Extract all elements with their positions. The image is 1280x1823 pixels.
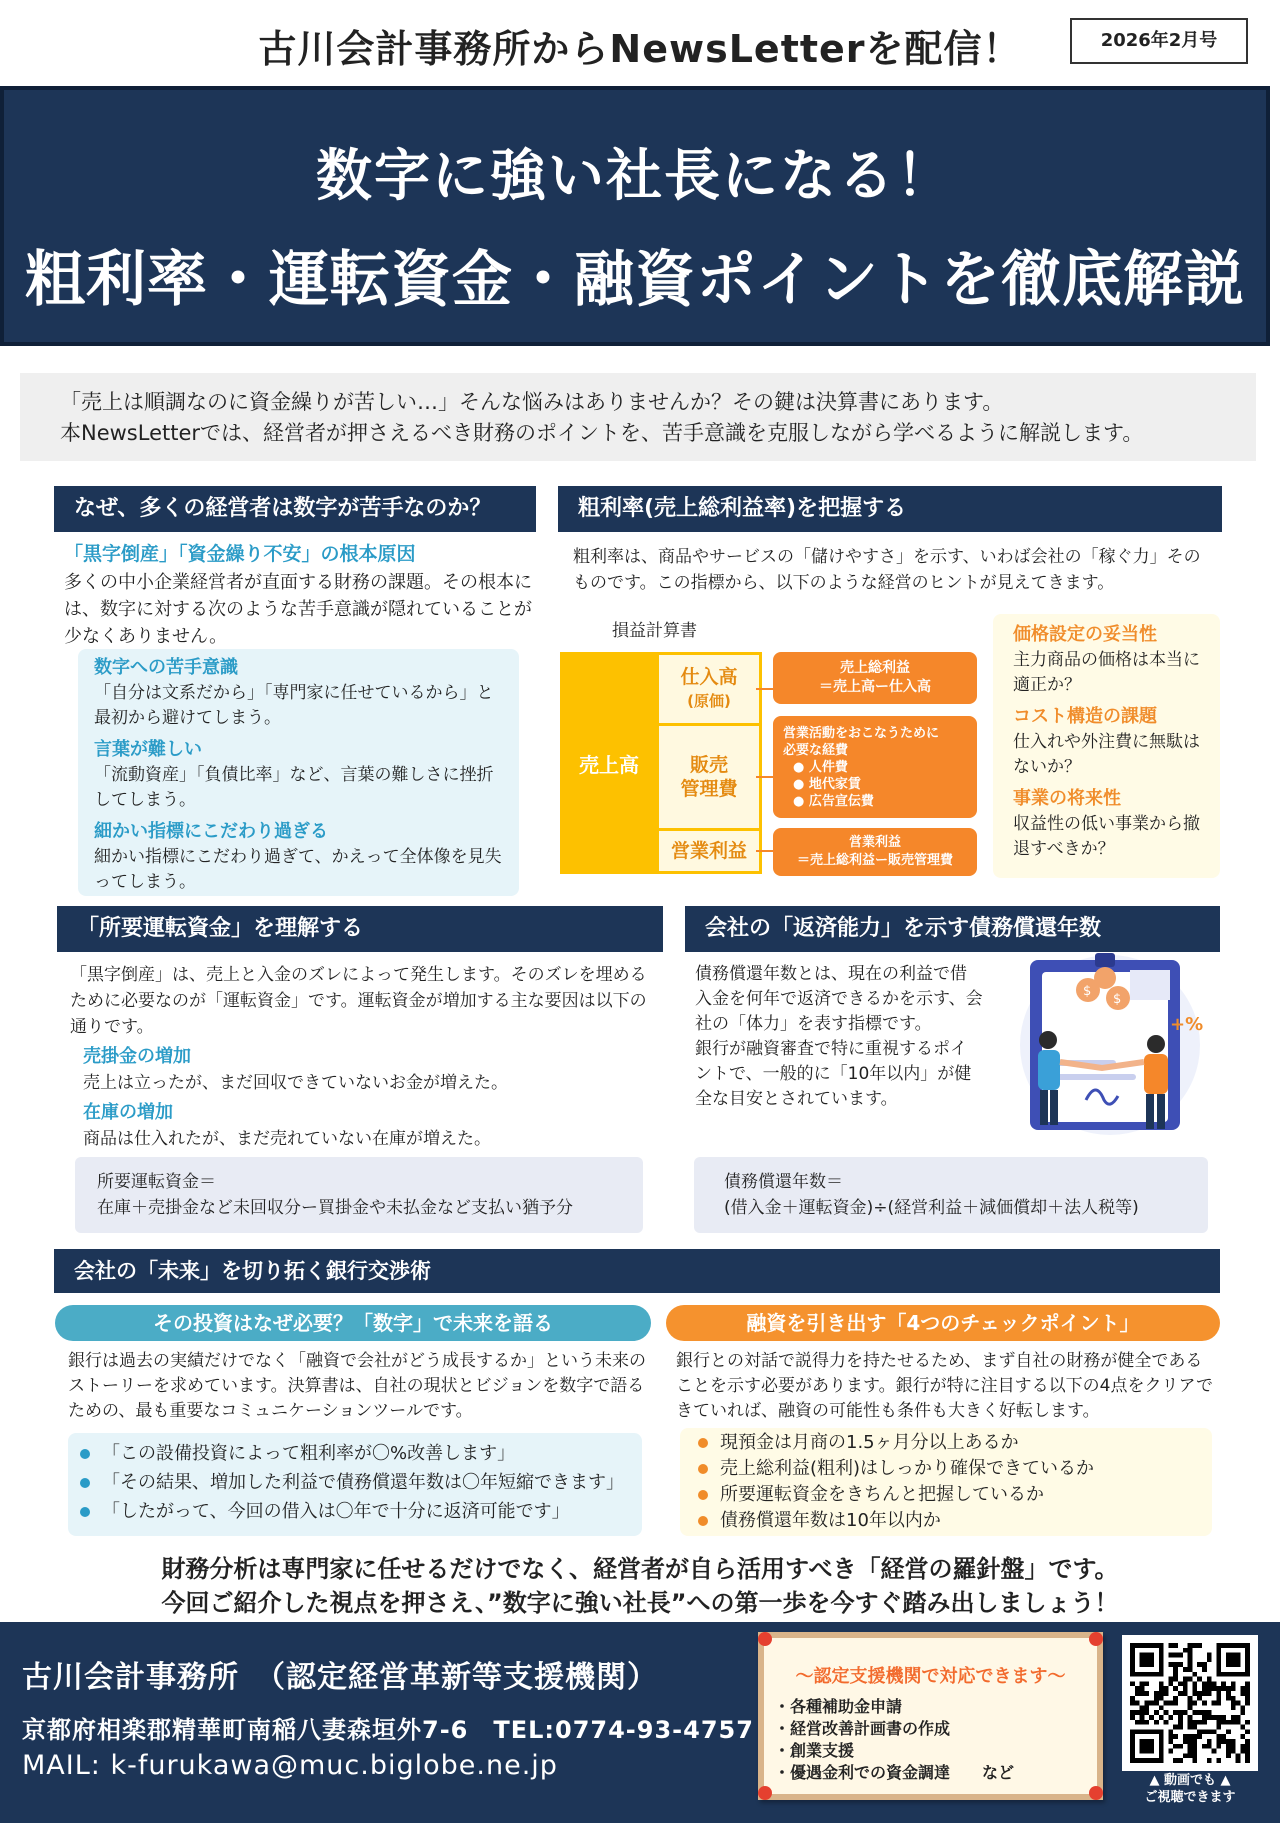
pin-icon: [1089, 1786, 1103, 1800]
bank-right-list-box: [680, 1428, 1212, 1536]
bank-right-item: 売上総利益(粗利)はしっかり確保できているか: [694, 1456, 1212, 1482]
wc-item-title: 売掛金の増加: [83, 1046, 191, 1067]
support-note-card: [758, 1632, 1103, 1800]
gross-profit-title: 売上総利益: [840, 660, 910, 676]
hint-text: 主力商品の価格は本当に適正か？: [1013, 650, 1200, 695]
connector-line: [756, 688, 774, 690]
bullet-dot: [80, 1507, 90, 1517]
bank-right-item: 所要運転資金をきちんと把握しているか: [694, 1482, 1212, 1508]
wc-item-title: 在庫の増加: [83, 1102, 173, 1123]
pl-sga-cell: [656, 723, 762, 831]
pl-sga-line1: 販売: [689, 754, 728, 776]
why-subheading: 「黒字倒産」「資金繰り不安」の根本原因: [64, 543, 416, 565]
pl-op-cell: [656, 828, 762, 874]
bullet-dot: [698, 1516, 708, 1526]
banner-title-line2: 粗利率・運転資金・融資ポイントを徹底解説: [25, 245, 1245, 315]
connector-line: [756, 850, 774, 852]
note-title: ～認定支援機関で対応できます～: [795, 1666, 1066, 1687]
qr-caption: [1120, 1772, 1260, 1806]
intro-box: [20, 373, 1256, 461]
hint-title: コスト構造の課題: [1013, 706, 1157, 727]
section-heading-gross-margin: 粗利率(売上総利益率)を把握する: [558, 486, 1222, 532]
qr-code-graphic: [1130, 1643, 1250, 1763]
pl-cost-cell: [656, 652, 762, 726]
note-item: ・経営改善計画書の作成: [774, 1719, 951, 1738]
issue-label: 2026年2月号: [1070, 18, 1248, 64]
op-box-formula: ＝売上総利益ー販売管理費: [796, 853, 953, 868]
debt-formula-box: [694, 1157, 1208, 1233]
note-item: ・各種補助金申請: [774, 1697, 903, 1716]
closing-line1: 財務分析は専門家に任せるだけでなく、経営者が自ら活用すべき「経営の羅針盤」です。: [161, 1555, 1119, 1583]
why-item-text: 「流動資産」「負債比率」など、言葉の難しさに挫折してしまう。: [94, 765, 494, 810]
sga-box: [773, 716, 977, 818]
why-items-box: [78, 649, 519, 896]
hint-text: 仕入れや外注費に無駄はないか？: [1013, 732, 1200, 777]
sga-item: ● 地代家賃: [793, 776, 861, 792]
note-item: ・創業支援: [774, 1741, 855, 1760]
pin-icon: [1089, 1632, 1103, 1646]
main-banner: [0, 86, 1270, 346]
pl-caption: 損益計算書: [612, 621, 697, 641]
section-heading-debt-years: 会社の「返済能力」を示す債務償還年数: [685, 906, 1220, 952]
wc-formula-box: [75, 1157, 643, 1233]
intro-line1: 「売上は順調なのに資金繰りが苦しい…」そんな悩みはありませんか？その鍵は決算書にあります。: [60, 390, 1004, 414]
operating-profit-box: [773, 828, 977, 876]
gross-profit-formula: ＝売上高ー仕入高: [819, 679, 931, 695]
gross-profit-box: [773, 652, 977, 704]
bank-left-item: 「その結果、増加した利益で債務償還年数は〇年短縮できます」: [76, 1468, 642, 1497]
bank-left-body: 銀行は過去の実績だけでなく「融資で会社がどう成長するか」という未来のストーリーを求めています。決算書は、自社の現状とビジョンを数字で語るための、最も重要なコミュニケーションツールです。: [68, 1351, 646, 1421]
newsletter-title: 古川会計事務所からNewsLetterを配信！: [258, 27, 1022, 71]
bullet-dot: [698, 1438, 708, 1448]
op-box-title: 営業利益: [848, 835, 901, 850]
why-body: 多くの中小企業経営者が直面する財務の課題。その根本には、数字に対する次のような苦手意識が隠れていることが少なくありません。: [64, 572, 532, 647]
qr-code-icon[interactable]: [1122, 1635, 1258, 1771]
bank-left-list-box: [68, 1433, 642, 1536]
bullet-dot: [698, 1490, 708, 1500]
pl-sales-block: 売上高: [560, 652, 658, 874]
why-item-title: 言葉が難しい: [94, 739, 202, 760]
banner-title-line1: 数字に強い社長になる！: [316, 144, 954, 209]
office-name: 古川会計事務所 （認定経営革新等支援機関）: [22, 1660, 658, 1695]
office-address: 京都府相楽郡精華町南稲八妻森垣外7-6 TEL:0774-93-4757: [22, 1716, 754, 1744]
qr-caption-line1: ▲ 動画でも ▲: [1149, 1773, 1231, 1788]
bank-left-pill: その投資はなぜ必要？「数字」で未来を語る: [55, 1305, 651, 1341]
debt-body-1: 債務償還年数とは、現在の利益で借入金を何年で返済できるかを示す、会社の「体力」を表す指標です。: [695, 964, 983, 1034]
why-item-text: 「自分は文系だから」「専門家に任せているから」と最初から避けてしまう。: [94, 683, 494, 728]
wc-body: 「黒字倒産」は、売上と入金のズレによって発生します。そのズレを埋めるために必要なのが「運転資金」です。運転資金が増加する主な要因は以下の通りです。: [70, 965, 647, 1037]
pl-cost-label: 仕入高: [680, 666, 738, 688]
note-item: ・優遇金利での資金調達 など: [774, 1763, 1015, 1782]
wc-formula-title: 所要運転資金＝: [97, 1172, 216, 1192]
office-mail[interactable]: MAIL: k-furukawa@muc.biglobe.ne.jp: [22, 1750, 558, 1781]
pin-icon: [758, 1786, 772, 1800]
bank-left-item: 「したがって、今回の借入は〇年で十分に返済可能です」: [76, 1497, 642, 1526]
handshake-illustration: [990, 950, 1220, 1140]
pl-op-label: 営業利益: [670, 840, 747, 862]
bullet-dot: [698, 1464, 708, 1474]
svg-text:$: $: [1083, 984, 1092, 999]
sga-box-title2: 必要な経費: [783, 742, 849, 758]
debt-formula-title: 債務償還年数＝: [724, 1172, 843, 1192]
why-item-title: 数字への苦手意識: [94, 657, 238, 678]
closing-line2: 今回ご紹介した視点を押さえ、”数字に強い社長”への第一歩を今すぐ踏み出しましょう！: [161, 1589, 1119, 1617]
why-item-title: 細かい指標にこだわり過ぎる: [94, 821, 328, 842]
why-item-text: 細かい指標にこだわり過ぎて、かえって全体像を見失ってしまう。: [94, 847, 502, 892]
svg-text:+%: +%: [1170, 1014, 1204, 1035]
wc-formula-body: 在庫＋売掛金など未回収分ー買掛金や未払金など支払い猶予分: [97, 1198, 573, 1218]
qr-caption-line2: ご視聴できます: [1144, 1790, 1236, 1805]
wc-item-text: 売上は立ったが、まだ回収できていないお金が増えた。: [83, 1073, 508, 1093]
pin-icon: [758, 1632, 772, 1646]
pl-sga-line2: 管理費: [680, 778, 738, 800]
debt-body-2: 銀行が融資審査で特に重視するポイントで、一般的に「10年以内」が健全な目安とされています。: [695, 1039, 972, 1109]
sga-box-title1: 営業活動をおこなうために: [783, 725, 940, 741]
hint-title: 価格設定の妥当性: [1013, 624, 1157, 645]
note-list: [774, 1696, 1014, 1784]
sga-item: ● 広告宣伝費: [793, 793, 874, 809]
gross-body: 粗利率は、商品やサービスの「儲けやすさ」を示す、いわば会社の「稼ぐ力」そのものです。この指標から、以下のような経営のヒントが見えてきます。: [573, 547, 1201, 593]
gross-hints-box: [993, 614, 1220, 878]
hint-text: 収益性の低い事業から撤退すべきか？: [1013, 814, 1200, 859]
debt-formula-body: (借入金＋運転資金)÷(経営利益＋減価償却＋法人税等): [724, 1198, 1139, 1218]
debt-body: [695, 962, 983, 1112]
bank-right-item: 債務償還年数は10年以内か: [694, 1508, 1212, 1534]
intro-line2: 本NewsLetterでは、経営者が押さえるべき財務のポイントを、苦手意識を克服しながら学べるように解説します。: [60, 421, 1144, 445]
bullet-dot: [80, 1449, 90, 1459]
section-heading-bank: 会社の「未来」を切り拓く銀行交渉術: [54, 1249, 1220, 1293]
bank-right-body: 銀行との対話で説得力を持たせるため、まず自社の財務が健全であることを示す必要があります。銀行が特に注目する以下の4点をクリアできていれば、融資の可能性も条件も大きく好転します。: [676, 1351, 1213, 1421]
bank-left-item: 「この設備投資によって粗利率が〇%改善します」: [76, 1439, 642, 1468]
section-heading-working-capital: 「所要運転資金」を理解する: [57, 906, 663, 952]
connector-line: [756, 776, 774, 778]
svg-text:$: $: [1113, 992, 1122, 1007]
bullet-dot: [80, 1478, 90, 1488]
pl-cost-sub: (原価): [687, 692, 731, 710]
hint-title: 事業の将来性: [1013, 788, 1121, 809]
bank-right-item: 現預金は月商の1.5ヶ月分以上あるか: [694, 1430, 1212, 1456]
section-heading-why: なぜ、多くの経営者は数字が苦手なのか？: [54, 486, 536, 532]
wc-item-text: 商品は仕入れたが、まだ売れていない在庫が増えた。: [83, 1129, 491, 1149]
bank-right-pill: 融資を引き出す「4つのチェックポイント」: [666, 1305, 1220, 1341]
sga-item: ● 人件費: [793, 759, 848, 775]
